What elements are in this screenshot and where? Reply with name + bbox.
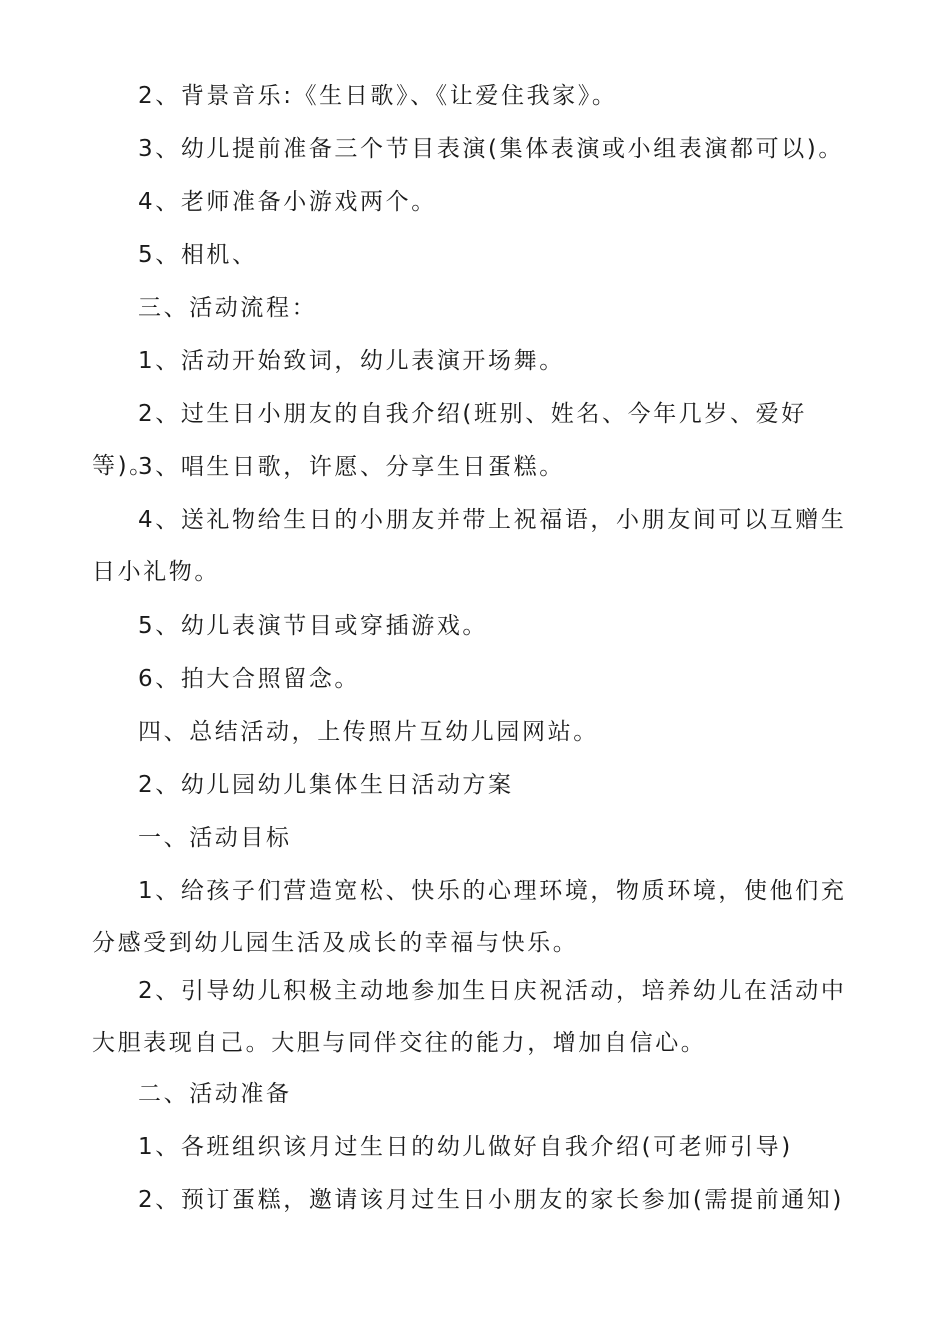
paragraph-prep-1: 1、各班组织该月过生日的幼儿做好自我介绍(可老师引导) [138, 1134, 793, 1160]
section-heading-flow: 三、活动流程： [138, 295, 318, 321]
paragraph-gifts: 4、送礼物给生日的小朋友并带上祝福语，小朋友间可以互赠生日小礼物。 [92, 507, 847, 585]
paragraph-camera: 5、相机、 [138, 242, 258, 268]
paragraph-opening: 1、活动开始致词，幼儿表演开场舞。 [138, 348, 565, 374]
document-subtitle: 2、幼儿园幼儿集体生日活动方案 [138, 772, 514, 798]
section-heading-goals: 一、活动目标 [138, 825, 292, 851]
paragraph-group-photo: 6、拍大合照留念。 [138, 666, 361, 692]
paragraph-introduction: 2、过生日小朋友的自我介绍(班别、姓名、今年几岁、爱好等)。 [92, 401, 807, 479]
paragraph-goal-1: 1、给孩子们营造宽松、快乐的心理环境，物质环境，使他们充分感受到幼儿园生活及成长的幸福与快乐。 [92, 878, 847, 956]
paragraph-goal-2: 2、引导幼儿积极主动地参加生日庆祝活动，培养幼儿在活动中大胆表现自己。大胆与同伴交往的能力，增加自信心。 [92, 978, 847, 1056]
section-heading-summary: 四、总结活动，上传照片互幼儿园网站。 [138, 719, 599, 745]
paragraph-performances: 3、幼儿提前准备三个节目表演(集体表演或小组表演都可以)。 [138, 136, 844, 162]
paragraph-music: 2、背景音乐:《生日歌》、《让爱住我家》。 [138, 83, 618, 109]
section-heading-prep: 二、活动准备 [138, 1081, 292, 1107]
paragraph-games: 4、老师准备小游戏两个。 [138, 189, 437, 215]
paragraph-birthday-song: 3、唱生日歌，许愿、分享生日蛋糕。 [138, 454, 565, 480]
paragraph-prep-2: 2、预订蛋糕，邀请该月过生日小朋友的家长参加(需提前通知) [138, 1187, 844, 1213]
paragraph-shows: 5、幼儿表演节目或穿插游戏。 [138, 613, 489, 639]
